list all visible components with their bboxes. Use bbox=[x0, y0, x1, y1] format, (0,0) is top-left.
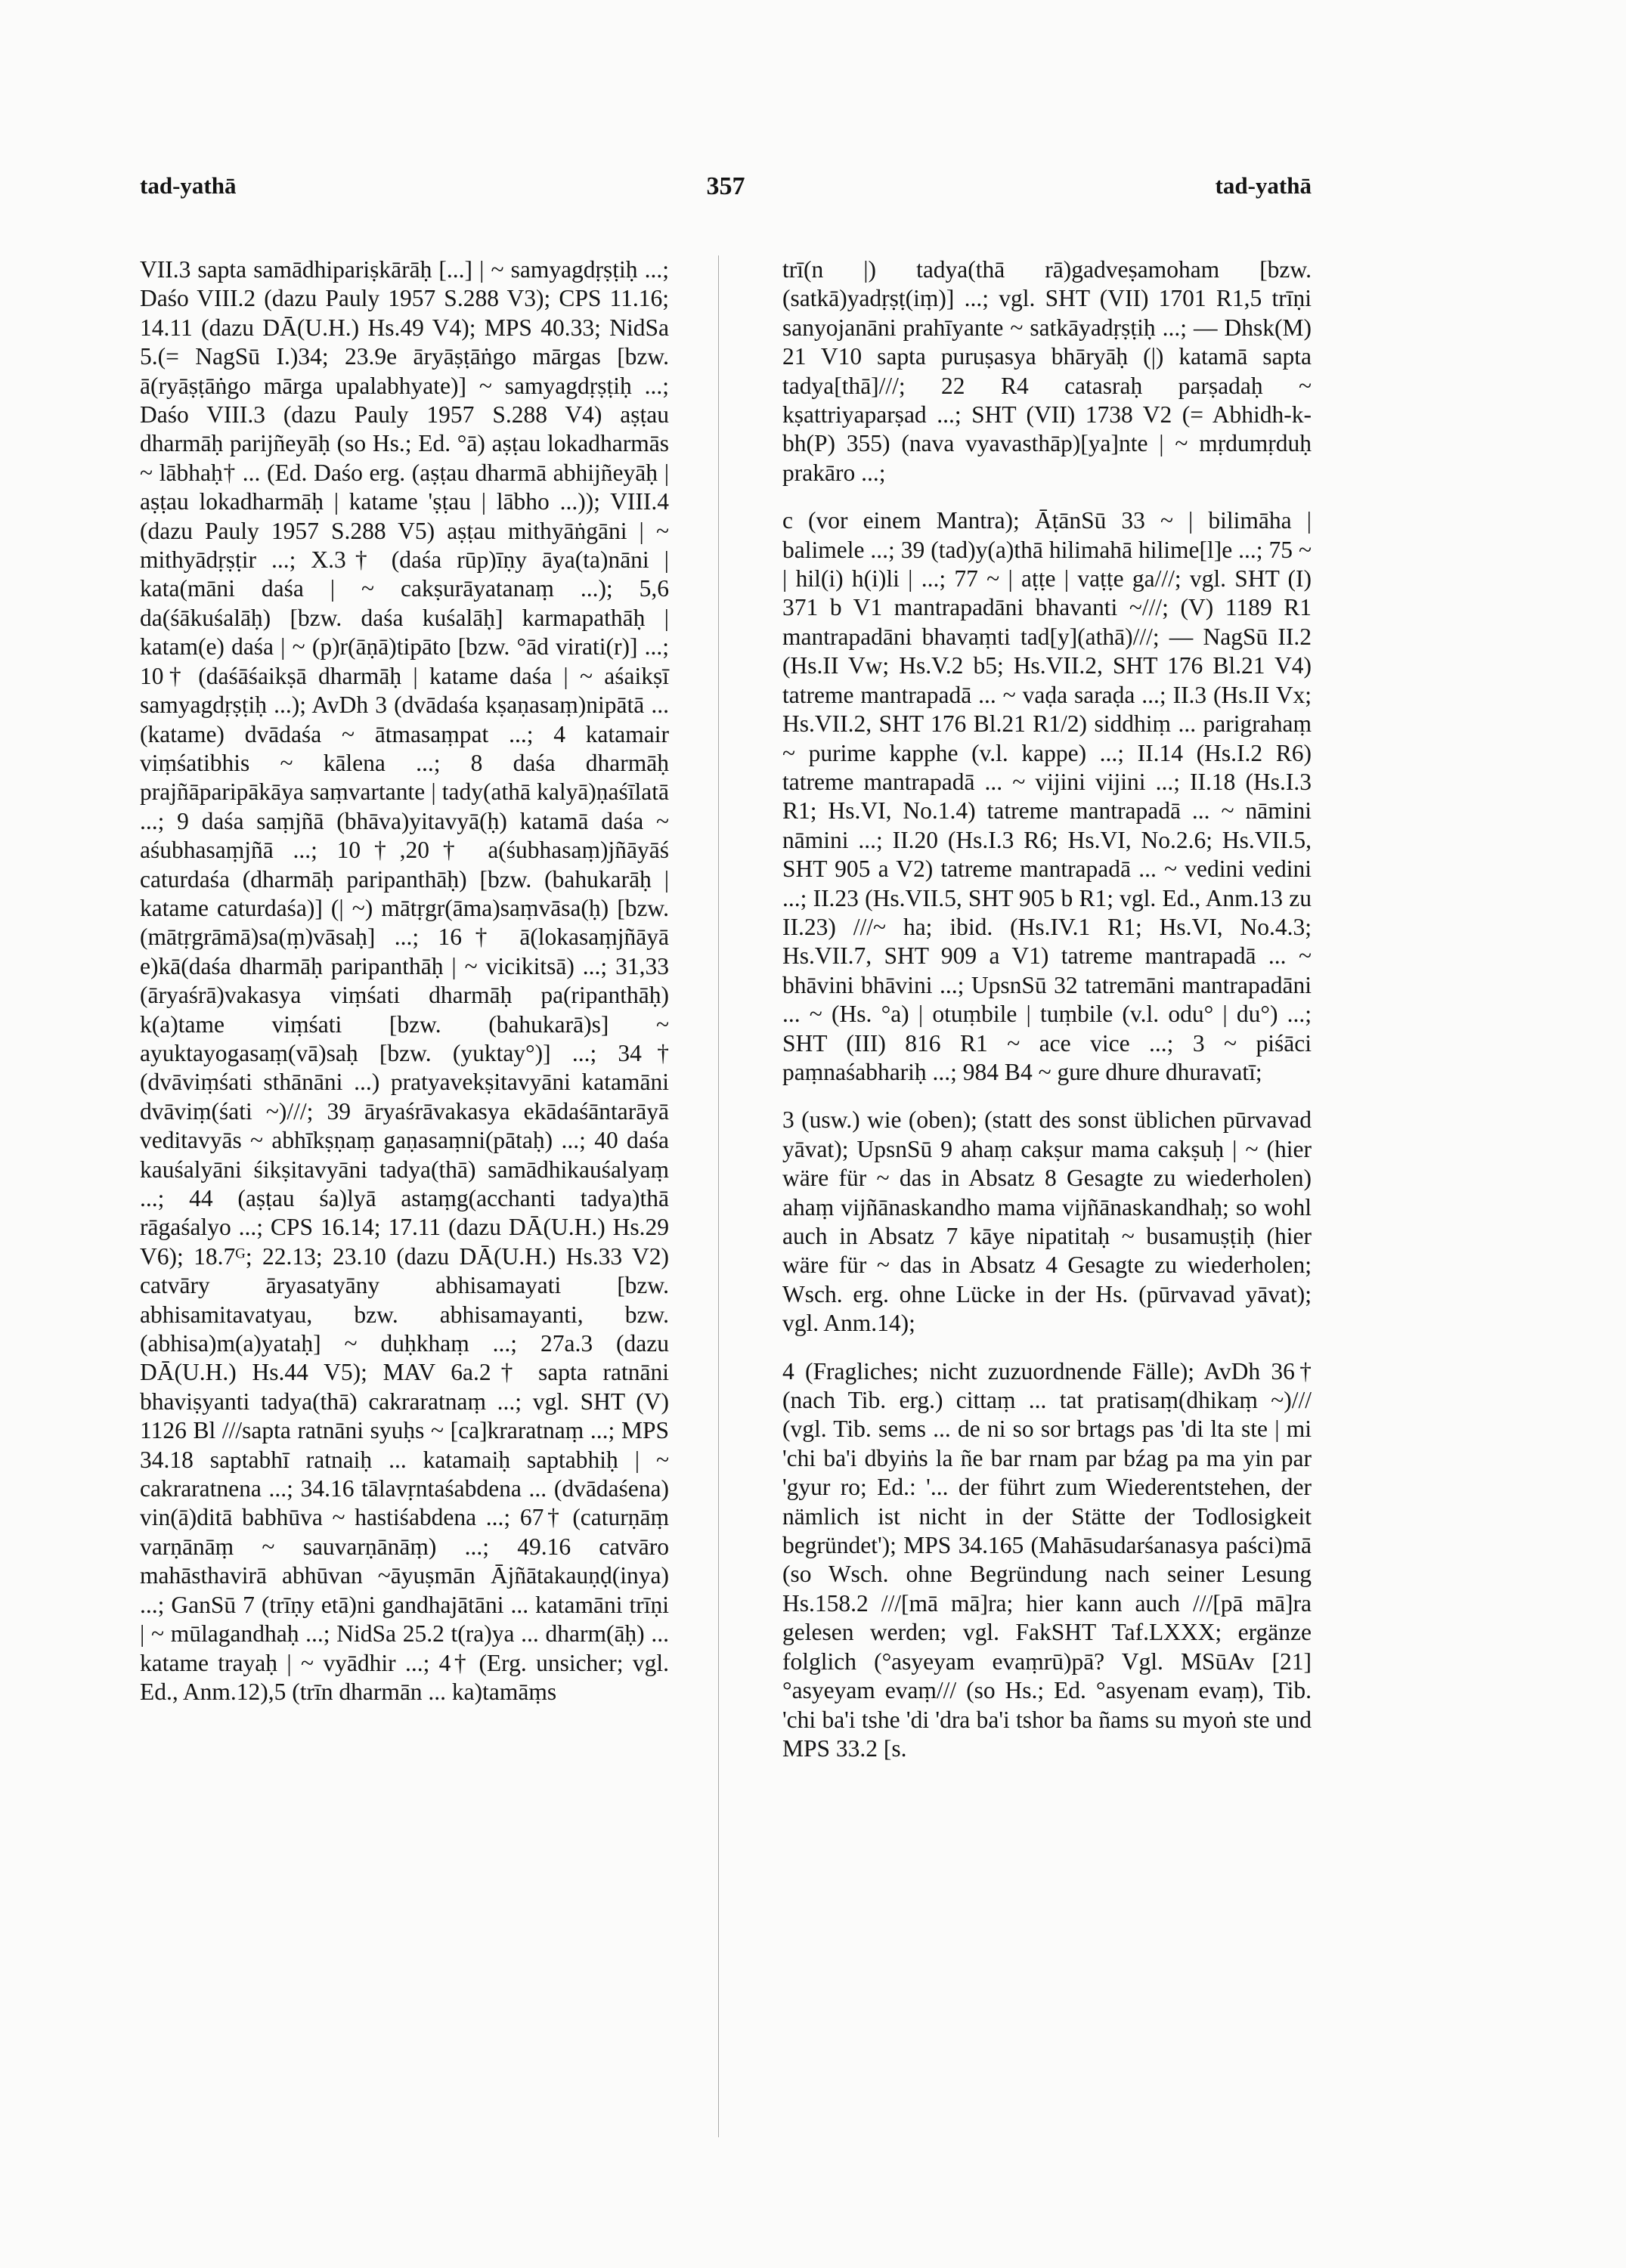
right-paragraph-4: 4 (Fragliches; nicht zuzuordnende Fälle); AvDh 36† (nach Tib. erg.) cittaṃ ... tat pratisaṃ(dhikaṃ ~)/// (vgl. Tib. sems ... de ni so sor brtags pas 'di lta ste | mi 'chi ba'i dbyiṅs la ñe bar rnam par bźag pa ma yin par 'gyur ro; Ed.: '... der führt zum Wiederentstehen, der nämlich ist nicht in der Stätte der Todlosigkeit begründet'); MPS 34.165 (Mahāsudarśanasya paści)mā (so Wsch. ohne Begründung nach seiner Lesung Hs.158.2 ///[mā mā]ra; hier kann auch ///[pā mā]ra gelesen werden; vgl. FakSHT Taf.LXXX; ergänze folglich (°asyeyam evaṃrū)pā? Vgl. MSūAv [21] °asyeyam evaṃ/// (so Hs.; Ed. °asyenam evaṃ), Tib. 'chi ba'i tshe 'di 'dra ba'i tshor ba ñams su myoṅ ste und MPS 33.2 [s. bbox=[782, 1357, 1312, 1762]
header-left-word: tad-yathā bbox=[140, 172, 237, 199]
page-number: 357 bbox=[706, 172, 745, 200]
page bbox=[140, 172, 1312, 2258]
right-paragraph-3: 3 (usw.) wie (oben); (statt des sonst üblichen pūrvavad yāvat); UpsnSū 9 ahaṃ cakṣur mama cakṣuḥ | ~ (hier wäre für ~ das in Absatz 8 Gesagte zu wiederholen) ahaṃ vijñānaskandho mama vijñānaskandhaḥ; so wohl auch in Absatz 7 kāye nipatitaḥ ~ busamuṣṭiḥ (hier wäre für ~ das in Absatz 4 Gesagte zu wiederholen; Wsch. erg. ohne Lücke in der Hs. (pūrvavad yāvat); vgl. Anm.14); bbox=[782, 1106, 1312, 1337]
running-header bbox=[140, 172, 1312, 218]
header-right-word: tad-yathā bbox=[1215, 172, 1312, 199]
right-paragraph-2: c (vor einem Mantra); ĀṭānSū 33 ~ | bilimāha | balimele ...; 39 (tad)y(a)thā hilimahā hilime[l]e ...; 75 ~ | hil(i) h(i)li | ...; 77 ~ | aṭṭe | vaṭṭe ga///; vgl. SHT (I) 371 b V1 mantrapadāni bhavanti ~///; (V) 1189 R1 mantrapadāni bhavaṃti tad[y](athā)///; — NagSū II.2 (Hs.II Vw; Hs.V.2 b5; Hs.VII.2, SHT 176 Bl.21 V4) tatreme mantrapadā ... ~ vaḍa saraḍa ...; II.3 (Hs.II Vx; Hs.VII.2, SHT 176 Bl.21 R1/2) siddhiṃ ... parigrahaṃ ~ purime kapphe (v.l. kappe) ...; II.14 (Hs.I.2 R6) tatreme mantrapadā ... ~ vijini vijini ...; II.18 (Hs.I.3 R1; Hs.VI, No.1.4) tatreme mantrapadā ... ~ nāmini nāmini ...; II.20 (Hs.I.3 R6; Hs.VI, No.2.6; Hs.VII.5, SHT 905 a V2) tatreme mantrapadā ... ~ vedini vedini ...; II.23 (Hs.VII.5, SHT 905 b R1; vgl. Ed., Anm.13 zu II.23) ///~ ha; ibid. (Hs.IV.1 R1; Hs.VI, No.4.3; Hs.VII.7, SHT 909 a V1) tatreme mantrapadā ... ~ bhāvini bhāvini ...; UpsnSū 32 tatremāni mantrapadāni ... ~ (Hs. °a) | otuṃbile | tuṃbile (v.l. odu° | du°) ...; SHT (III) 816 R1 ~ ace vice ...; 3 ~ piśāci paṃnaśabhariḥ ...; 984 B4 ~ gure dhure dhuravatī; bbox=[782, 507, 1312, 1085]
left-column bbox=[140, 255, 669, 1706]
right-column bbox=[782, 255, 1312, 1763]
right-paragraph-1: trī(n |) tadya(thā rā)gadveṣamoham [bzw. (satkā)yadṛṣṭ(iṃ)] ...; vgl. SHT (VII) 1701 R1,5 trīṇi sanyojanāni prahīyante ~ satkāyadṛṣṭiḥ ...; — Dhsk(M) 21 V10 sapta puruṣasya bhāryāḥ (|) katamā sapta tadya[thā]///; 22 R4 catasraḥ parṣadaḥ ~ kṣattriyaparṣad ...; SHT (VII) 1738 V2 (= Abhidh-k-bh(P) 355) (nava vyavasthāp)[ya]nte | ~ mṛdumṛduḥ prakāro ...; bbox=[782, 256, 1312, 486]
column-divider bbox=[718, 255, 719, 2137]
left-column-text: VII.3 sapta samādhipariṣkārāḥ [...] | ~ samyagdṛṣṭiḥ ...; Daśo VIII.2 (dazu Pauly 1957 S.288 V3); CPS 11.16; 14.11 (dazu DĀ(U.H.) Hs.49 V4); MPS 40.33; NidSa 5.(= NagSū I.)34; 23.9e āryāṣṭāṅgo mārgas [bzw. ā(ryāṣṭāṅgo mārga upalabhyate)] ~ samyagdṛṣṭiḥ ...; Daśo VIII.3 (dazu Pauly 1957 S.288 V4) aṣṭau dharmāḥ parijñeyāḥ (so Hs.; Ed. °ā) aṣṭau lokadharmās ~ lābhaḥ† ... (Ed. Daśo erg. (aṣṭau dharmā abhijñeyāḥ | aṣṭau lokadharmāḥ | katame 'ṣṭau | lābho ...)); VIII.4 (dazu Pauly 1957 S.288 V5) aṣṭau mithyāṅgāni | ~ mithyādṛṣṭir ...; X.3† (daśa rūp)īṇy āya(ta)nāni | kata(māni daśa | ~ cakṣurāyatanaṃ ...); 5,6 da(śākuśalāḥ) [bzw. daśa kuśalāḥ] karmapathāḥ | katam(e) daśa | ~ (p)r(āṇā)tipāto [bzw. °ād virati(r)] ...; 10† (daśāśaikṣā dharmāḥ | katame daśa | ~ aśaikṣī samyagdṛṣṭiḥ ...); AvDh 3 (dvādaśa kṣaṇasaṃ)nipātā ... (katame) dvādaśa ~ ātmasaṃpat ...; 4 katamair viṃśatibhis ~ kālena ...; 8 daśa dharmāḥ prajñāparipākāya saṃvartante | tady(athā kalyā)ṇaśīlatā ...; 9 daśa saṃjñā (bhāva)yitavyā(ḥ) katamā daśa ~ aśubhasaṃjñā ...; 10†,20† a(śubhasaṃ)jñāyāś caturdaśa (dharmāḥ paripanthāḥ) [bzw. (bahukarāḥ | katame caturdaśa)] (| ~) mātṛgr(āma)saṃvāsa(ḥ) [bzw. (mātṛgrāmā)sa(ṃ)vāsaḥ] ...; 16† ā(lokasaṃjñāyā e)kā(daśa dharmāḥ paripanthāḥ | ~ vicikitsā) ...; 31,33 (āryaśrā)vakasya viṃśati dharmāḥ pa(ripanthāḥ) k(a)tame viṃśati [bzw. (bahukarā)s] ~ ayuktayogasaṃ(vā)saḥ [bzw. (yuktay°)] ...; 34† (dvāviṃśati sthānāni ...) pratyavekṣitavyāni katamāni dvāviṃ(śati ~)///; 39 āryaśrāvakasya ekādaśāntarāyā veditavyās ~ abhīkṣṇaṃ gaṇasaṃni(pātaḥ) ...; 40 daśa kauśalyāni śikṣitavyāni tadya(thā) samādhikauśalyaṃ ...; 44 (aṣṭau śa)lyā astaṃg(acchanti tadya)thā rāgaśalyo ...; CPS 16.14; 17.11 (dazu DĀ(U.H.) Hs.29 V6); 18.7ᴳ; 22.13; 23.10 (dazu DĀ(U.H.) Hs.33 V2) catvāry āryasatyāny abhisamayati [bzw. abhisamitavatyau, bzw. abhisamayanti, bzw. (abhisa)m(a)yataḥ] ~ duḥkhaṃ ...; 27a.3 (dazu DĀ(U.H.) Hs.44 V5); MAV 6a.2† sapta ratnāni bhaviṣyanti tadya(thā) cakraratnaṃ ...; vgl. SHT (V) 1126 Bl ///sapta ratnāni syuḥs ~ [ca]kraratnaṃ ...; MPS 34.18 saptabhī ratnaiḥ ... katamaiḥ saptabhiḥ | ~ cakraratnena ...; 34.16 tālavṛntaśabdena ... (dvādaśena) vin(ā)ditā babhūva ~ hastiśabdena ...; 67† (caturṇāṃ varṇānāṃ ~ sauvarṇānāṃ) ...; 49.16 catvāro mahāsthavirā abhūvan ~āyuṣmān Ājñātakauṇḍ(inya) ...; GanSū 7 (trīṇy etā)ni gandhajātāni ... katamāni trīṇi | ~ mūlagandhaḥ ...; NidSa 25.2 t(ra)ya ... dharm(āḥ) ... katame trayaḥ | ~ vyādhir ...; 4† (Erg. unsicher; vgl. Ed., Anm.12),5 (trīn dharmān ... ka)tamāṃs bbox=[140, 256, 669, 1705]
